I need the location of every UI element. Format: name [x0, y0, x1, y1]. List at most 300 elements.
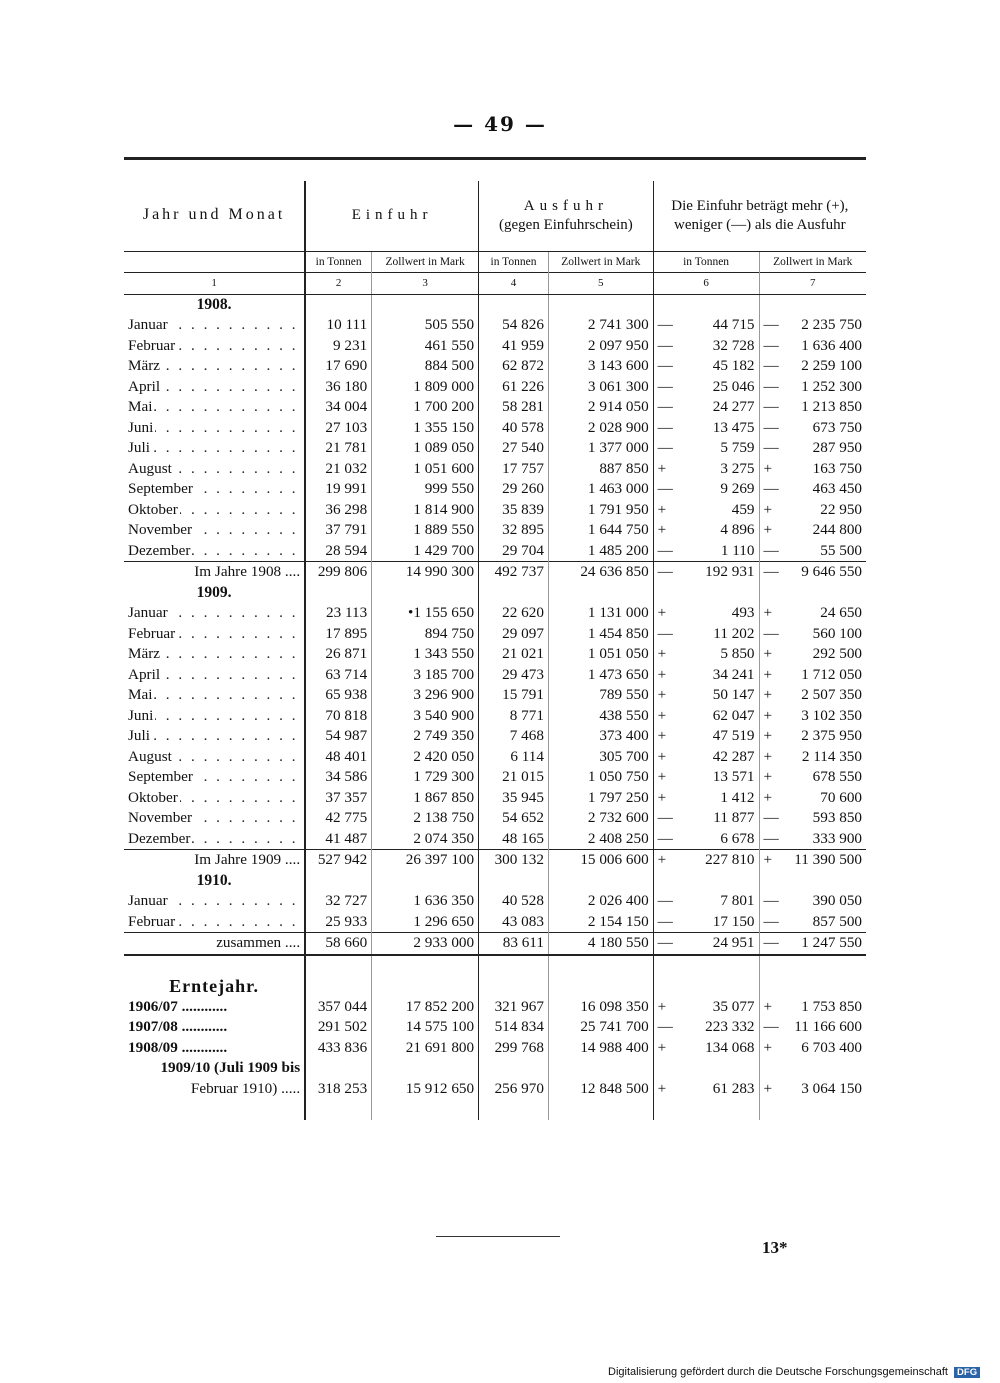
- einfuhr-zollwert: 505 550: [372, 315, 479, 336]
- einfuhr-zollwert: 3 185 700: [372, 665, 479, 686]
- difference-tonnen-value: 42 287: [712, 747, 755, 765]
- einfuhr-zollwert: 2 074 350: [372, 829, 479, 850]
- ausfuhr-tonnen: 32 895: [479, 520, 549, 541]
- difference-tonnen-sign: +: [657, 665, 667, 683]
- month-name: Januar: [128, 892, 168, 909]
- einfuhr-tonnen: 48 401: [305, 747, 372, 768]
- ausfuhr-tonnen: 15 791: [479, 685, 549, 706]
- difference-tonnen-value: 25 046: [712, 377, 755, 395]
- difference-zollwert-value: 1 753 850: [801, 997, 862, 1015]
- difference-zollwert: [759, 685, 866, 706]
- difference-zollwert-value: 593 850: [812, 809, 862, 826]
- difference-tonnen-value: 1 110: [720, 541, 755, 559]
- harvest-year-label-line1: 1909/10 (Juli 1909 bis: [160, 1059, 301, 1076]
- ausfuhr-tonnen: 7 468: [479, 726, 549, 747]
- table-row: [124, 500, 866, 521]
- empty-cell: [305, 583, 372, 604]
- empty-cell: [372, 1099, 479, 1120]
- empty-cell: [372, 976, 479, 997]
- dfg-credit-text: Digitalisierung gefördert durch die Deutsche Forschungsgemeinschaft: [608, 1366, 948, 1378]
- month-name: September: [128, 768, 193, 785]
- difference-zollwert-sign: +: [763, 997, 773, 1015]
- footer-rule: [436, 1236, 560, 1237]
- erntejahr-heading: Erntejahr.: [169, 976, 259, 996]
- ausfuhr-zollwert: 1 797 250: [548, 788, 653, 809]
- difference-zollwert-sign: +: [763, 706, 773, 724]
- difference-tonnen: [653, 747, 759, 768]
- einfuhr-tonnen: 37 357: [305, 788, 372, 809]
- difference-zollwert-sign: —: [763, 912, 779, 930]
- difference-zollwert: [759, 562, 866, 583]
- table-row: [124, 397, 866, 418]
- total-row: [124, 562, 866, 583]
- difference-zollwert-value: 1 252 300: [801, 377, 862, 395]
- ausfuhr-zollwert: 2 028 900: [548, 418, 653, 439]
- statistics-table: [124, 157, 866, 1120]
- difference-zollwert-value: 678 550: [812, 768, 862, 785]
- einfuhr-zollwert: 1 700 200: [372, 397, 479, 418]
- month-name: Dezember: [128, 541, 191, 559]
- subheader-row: [124, 251, 866, 273]
- difference-zollwert-value: 22 950: [820, 500, 862, 518]
- empty-cell: [479, 1099, 549, 1120]
- difference-zollwert-sign: —: [763, 377, 779, 395]
- difference-tonnen-value: 7 801: [720, 892, 755, 909]
- empty-cell: [305, 871, 372, 892]
- ausfuhr-zollwert: 2 154 150: [548, 912, 653, 933]
- month-label: [124, 336, 305, 357]
- difference-tonnen: [653, 336, 759, 357]
- month-name: November: [128, 809, 193, 826]
- difference-zollwert-value: 55 500: [820, 541, 862, 559]
- difference-zollwert: [759, 1017, 866, 1038]
- table-row: [124, 479, 866, 500]
- ausfuhr-zollwert: 1 791 950: [548, 500, 653, 521]
- difference-zollwert-value: 560 100: [812, 624, 862, 642]
- einfuhr-zollwert: •1 155 650: [372, 603, 479, 624]
- difference-tonnen: [653, 850, 759, 871]
- difference-zollwert-sign: —: [763, 563, 779, 580]
- ausfuhr-zollwert: 1 454 850: [548, 624, 653, 645]
- ausfuhr-tonnen: 299 768: [479, 1038, 549, 1059]
- difference-tonnen-sign: +: [657, 500, 667, 518]
- einfuhr-tonnen: 9 231: [305, 336, 372, 357]
- einfuhr-tonnen: 25 933: [305, 912, 372, 933]
- difference-zollwert-sign: —: [763, 439, 779, 456]
- difference-zollwert-value: 11 390 500: [794, 851, 862, 868]
- empty-cell: [653, 976, 759, 997]
- difference-zollwert-sign: —: [763, 1018, 779, 1035]
- einfuhr-zollwert: 1 429 700: [372, 541, 479, 562]
- difference-tonnen-sign: —: [657, 480, 673, 497]
- ausfuhr-tonnen: 492 737: [479, 562, 549, 583]
- difference-zollwert-value: 3 064 150: [801, 1079, 862, 1097]
- difference-tonnen-sign: —: [657, 357, 673, 374]
- einfuhr-zollwert: 21 691 800: [372, 1038, 479, 1059]
- difference-tonnen-value: 459: [731, 500, 755, 518]
- col-index-7: 7: [759, 273, 866, 295]
- ausfuhr-tonnen: 8 771: [479, 706, 549, 727]
- ausfuhr-tonnen: 58 281: [479, 397, 549, 418]
- einfuhr-tonnen: 41 487: [305, 829, 372, 850]
- month-name: April: [128, 665, 161, 683]
- table-row: [124, 438, 866, 459]
- einfuhr-tonnen: 70 818: [305, 706, 372, 727]
- difference-zollwert-sign: +: [763, 686, 773, 703]
- subheader-diff-tonnen: in Tonnen: [653, 251, 759, 273]
- einfuhr-tonnen: 10 111: [305, 315, 372, 336]
- empty-cell: [548, 976, 653, 997]
- difference-zollwert-value: 163 750: [812, 459, 862, 477]
- difference-tonnen: [653, 1017, 759, 1038]
- difference-zollwert-value: 463 450: [812, 480, 862, 497]
- month-name: Februar: [128, 624, 176, 642]
- difference-tonnen-value: 17 150: [712, 912, 755, 930]
- difference-zollwert: [759, 747, 866, 768]
- ausfuhr-zollwert: 2 732 600: [548, 808, 653, 829]
- month-label: [124, 500, 305, 521]
- difference-tonnen-sign: +: [657, 521, 667, 538]
- difference-tonnen-sign: —: [657, 829, 673, 847]
- empty-cell: [653, 1099, 759, 1120]
- einfuhr-tonnen: 42 775: [305, 808, 372, 829]
- ausfuhr-zollwert: 2 026 400: [548, 891, 653, 912]
- einfuhr-zollwert: 15 912 650: [372, 1058, 479, 1099]
- table-row: [124, 891, 866, 912]
- ausfuhr-tonnen: 62 872: [479, 356, 549, 377]
- table-row: [124, 520, 866, 541]
- difference-tonnen: [653, 459, 759, 480]
- difference-zollwert: [759, 336, 866, 357]
- difference-tonnen-value: 50 147: [712, 686, 755, 703]
- einfuhr-zollwert: 1 296 650: [372, 912, 479, 933]
- empty-cell: [372, 294, 479, 315]
- month-label: [124, 912, 305, 933]
- einfuhr-tonnen: 27 103: [305, 418, 372, 439]
- difference-tonnen-sign: —: [657, 439, 673, 456]
- difference-tonnen: [653, 891, 759, 912]
- ausfuhr-header: [479, 181, 654, 252]
- ausfuhr-tonnen: 40 578: [479, 418, 549, 439]
- difference-zollwert: [759, 912, 866, 933]
- difference-tonnen: [653, 603, 759, 624]
- table-row: [124, 644, 866, 665]
- ausfuhr-zollwert: 12 848 500: [548, 1058, 653, 1099]
- einfuhr-tonnen: 36 180: [305, 377, 372, 398]
- month-label: [124, 706, 305, 727]
- difference-tonnen-sign: —: [657, 563, 673, 580]
- difference-zollwert-sign: +: [763, 768, 773, 785]
- difference-tonnen-value: 34 241: [712, 665, 755, 683]
- ausfuhr-tonnen: 35 839: [479, 500, 549, 521]
- total-label: Im Jahre 1909 ....: [124, 850, 305, 871]
- table-row: [124, 912, 866, 933]
- difference-tonnen-value: 32 728: [712, 336, 755, 354]
- difference-zollwert-sign: +: [763, 521, 773, 538]
- month-name: Juni: [128, 706, 154, 724]
- einfuhr-zollwert: 2 138 750: [372, 808, 479, 829]
- difference-zollwert-sign: +: [763, 1079, 773, 1097]
- difference-zollwert: [759, 829, 866, 850]
- ausfuhr-tonnen: 29 097: [479, 624, 549, 645]
- einfuhr-zollwert: 2 749 350: [372, 726, 479, 747]
- year-heading-row: [124, 294, 866, 315]
- column-index-row: [124, 273, 866, 295]
- ausfuhr-tonnen: 321 967: [479, 997, 549, 1018]
- difference-zollwert: [759, 603, 866, 624]
- ausfuhr-tonnen: 21 021: [479, 644, 549, 665]
- col-index-4: 4: [479, 273, 549, 295]
- ausfuhr-tonnen: 21 015: [479, 767, 549, 788]
- month-label: [124, 767, 305, 788]
- ausfuhr-zollwert: 1 463 000: [548, 479, 653, 500]
- difference-tonnen-sign: +: [657, 1079, 667, 1097]
- einfuhr-zollwert: 26 397 100: [372, 850, 479, 871]
- difference-tonnen: [653, 685, 759, 706]
- einfuhr-zollwert: 1 051 600: [372, 459, 479, 480]
- ausfuhr-tonnen: 61 226: [479, 377, 549, 398]
- difference-tonnen: [653, 356, 759, 377]
- harvest-year-label-line2: Februar 1910) .....: [190, 1079, 301, 1097]
- difference-tonnen-value: 6 678: [720, 829, 755, 847]
- difference-tonnen-value: 61 283: [712, 1079, 755, 1097]
- empty-cell: [759, 871, 866, 892]
- difference-zollwert-value: 673 750: [812, 418, 862, 436]
- einfuhr-tonnen: 433 836: [305, 1038, 372, 1059]
- empty-cell: [759, 955, 866, 977]
- difference-zollwert-sign: —: [763, 357, 779, 374]
- difference-tonnen: [653, 767, 759, 788]
- difference-tonnen-value: 192 931: [705, 563, 755, 580]
- difference-tonnen-sign: —: [657, 398, 673, 415]
- month-label: [124, 397, 305, 418]
- table-row: [124, 459, 866, 480]
- harvest-year-label: 1906/07 ............: [128, 997, 228, 1015]
- empty-cell: [548, 1099, 653, 1120]
- difference-zollwert-value: 244 800: [812, 521, 862, 538]
- difference-zollwert-value: 11 166 600: [794, 1018, 862, 1035]
- difference-zollwert-sign: —: [763, 829, 779, 847]
- empty-cell: [479, 294, 549, 315]
- month-label: [124, 603, 305, 624]
- difference-zollwert: [759, 726, 866, 747]
- einfuhr-zollwert: 1 809 000: [372, 377, 479, 398]
- difference-zollwert-sign: +: [763, 665, 773, 683]
- ausfuhr-zollwert: 1 051 050: [548, 644, 653, 665]
- page-number: — 49 —: [453, 112, 547, 136]
- empty-cell: [653, 871, 759, 892]
- difference-zollwert-sign: +: [763, 645, 773, 662]
- subheader-blank: [124, 251, 305, 273]
- ausfuhr-tonnen: 54 826: [479, 315, 549, 336]
- empty-cell: [759, 1099, 866, 1120]
- table-row: [124, 603, 866, 624]
- difference-zollwert: [759, 665, 866, 686]
- difference-tonnen-value: 11 202: [713, 624, 755, 642]
- difference-zollwert: [759, 459, 866, 480]
- year-heading: 1910.: [196, 871, 232, 889]
- einfuhr-tonnen: 17 895: [305, 624, 372, 645]
- difference-zollwert-value: 9 646 550: [801, 563, 862, 580]
- difference-zollwert-value: 1 636 400: [801, 336, 862, 354]
- difference-zollwert-sign: —: [763, 624, 779, 642]
- difference-zollwert: [759, 356, 866, 377]
- difference-tonnen-sign: +: [657, 1038, 667, 1056]
- difference-tonnen-sign: —: [657, 934, 673, 951]
- difference-zollwert: [759, 767, 866, 788]
- difference-tonnen-value: 227 810: [705, 851, 755, 868]
- difference-tonnen-value: 44 715: [712, 316, 755, 333]
- ausfuhr-zollwert: 373 400: [548, 726, 653, 747]
- empty-cell: [548, 583, 653, 604]
- table-row: [124, 997, 866, 1018]
- einfuhr-tonnen: 28 594: [305, 541, 372, 562]
- einfuhr-tonnen: 299 806: [305, 562, 372, 583]
- ausfuhr-zollwert: 16 098 350: [548, 997, 653, 1018]
- difference-zollwert-sign: +: [763, 1038, 773, 1056]
- month-name: August: [128, 459, 172, 477]
- difference-tonnen: [653, 1058, 759, 1099]
- header-row: [124, 181, 866, 252]
- einfuhr-zollwert: 2 420 050: [372, 747, 479, 768]
- difference-tonnen-value: 11 877: [713, 809, 755, 826]
- col-index-6: 6: [653, 273, 759, 295]
- month-name: Juli: [128, 727, 150, 744]
- difference-zollwert-value: 333 900: [812, 829, 862, 847]
- ausfuhr-zollwert: 789 550: [548, 685, 653, 706]
- difference-zollwert-sign: —: [763, 892, 779, 909]
- einfuhr-zollwert: 1 889 550: [372, 520, 479, 541]
- empty-cell: [548, 294, 653, 315]
- year-heading: 1909.: [196, 583, 232, 601]
- ausfuhr-tonnen: 300 132: [479, 850, 549, 871]
- subheader-aus-zollwert: Zollwert in Mark: [548, 251, 653, 273]
- ausfuhr-zollwert: 1 377 000: [548, 438, 653, 459]
- einfuhr-zollwert: 1 343 550: [372, 644, 479, 665]
- difference-zollwert-sign: —: [763, 398, 779, 415]
- difference-tonnen-value: 134 068: [705, 1038, 755, 1056]
- difference-tonnen-value: 9 269: [720, 480, 755, 497]
- table-row: [124, 747, 866, 768]
- difference-tonnen-value: 24 277: [712, 398, 755, 415]
- difference-tonnen-sign: +: [657, 645, 667, 662]
- month-name: Januar: [128, 316, 168, 333]
- difference-tonnen: [653, 418, 759, 439]
- ausfuhr-zollwert: 1 131 000: [548, 603, 653, 624]
- difference-zollwert: [759, 1038, 866, 1059]
- empty-cell: [479, 955, 549, 977]
- difference-tonnen-sign: —: [657, 1018, 673, 1035]
- difference-tonnen-sign: +: [657, 747, 667, 765]
- difference-tonnen: [653, 624, 759, 645]
- difference-zollwert-sign: +: [763, 604, 773, 621]
- ausfuhr-tonnen: 22 620: [479, 603, 549, 624]
- difference-zollwert-value: 2 259 100: [801, 357, 862, 374]
- einfuhr-tonnen: 37 791: [305, 520, 372, 541]
- col1-header: Jahr und Monat: [142, 206, 286, 224]
- einfuhr-zollwert: 1 729 300: [372, 767, 479, 788]
- col-index-2: 2: [305, 273, 372, 295]
- difference-zollwert: [759, 788, 866, 809]
- empty-cell: [759, 294, 866, 315]
- difference-zollwert-value: 2 507 350: [801, 686, 862, 703]
- difference-zollwert-value: 1 712 050: [801, 665, 862, 683]
- ausfuhr-zollwert: 2 741 300: [548, 315, 653, 336]
- difference-tonnen-sign: —: [657, 418, 673, 436]
- einfuhr-tonnen: 65 938: [305, 685, 372, 706]
- dfg-credit: [608, 1366, 980, 1378]
- difference-tonnen-sign: +: [657, 727, 667, 744]
- difference-tonnen-value: 13 475: [712, 418, 755, 436]
- difference-zollwert-sign: +: [763, 788, 773, 806]
- ausfuhr-zollwert: 305 700: [548, 747, 653, 768]
- difference-tonnen-sign: —: [657, 809, 673, 826]
- col-index-5: 5: [548, 273, 653, 295]
- difference-tonnen: [653, 808, 759, 829]
- difference-tonnen-sign: +: [657, 604, 667, 621]
- ausfuhr-tonnen: 48 165: [479, 829, 549, 850]
- total-label: Im Jahre 1908 ....: [124, 562, 305, 583]
- month-label: [124, 891, 305, 912]
- empty-cell: [479, 976, 549, 997]
- difference-tonnen-sign: —: [657, 541, 673, 559]
- ausfuhr-tonnen: 514 834: [479, 1017, 549, 1038]
- difference-tonnen-value: 24 951: [712, 934, 755, 951]
- month-name: März: [128, 645, 161, 662]
- subheader-ein-tonnen: in Tonnen: [305, 251, 372, 273]
- difference-tonnen-sign: —: [657, 624, 673, 642]
- einfuhr-tonnen: 318 253: [305, 1058, 372, 1099]
- month-label: [124, 377, 305, 398]
- einfuhr-zollwert: 1 867 850: [372, 788, 479, 809]
- ausfuhr-zollwert: 24 636 850: [548, 562, 653, 583]
- einfuhr-zollwert: 1 814 900: [372, 500, 479, 521]
- difference-tonnen-value: 493: [731, 604, 755, 621]
- ausfuhr-tonnen: 54 652: [479, 808, 549, 829]
- difference-tonnen-sign: +: [657, 997, 667, 1015]
- separator-cell: [124, 955, 305, 977]
- einfuhr-zollwert: 14 990 300: [372, 562, 479, 583]
- top-rule: [124, 159, 866, 181]
- empty-cell: [548, 955, 653, 977]
- difference-zollwert: [759, 377, 866, 398]
- difference-tonnen-value: 62 047: [712, 706, 755, 724]
- month-name: Januar: [128, 604, 168, 621]
- leader-dots: [128, 726, 294, 747]
- total-row: [124, 933, 866, 955]
- difference-zollwert: [759, 808, 866, 829]
- einfuhr-zollwert: 999 550: [372, 479, 479, 500]
- leader-dots: [128, 438, 294, 459]
- difference-zollwert-sign: +: [763, 727, 773, 744]
- einfuhr-zollwert: 3 296 900: [372, 685, 479, 706]
- ausfuhr-tonnen: 41 959: [479, 336, 549, 357]
- difference-zollwert: [759, 438, 866, 459]
- difference-tonnen-sign: +: [657, 768, 667, 785]
- einfuhr-zollwert: 1 636 350: [372, 891, 479, 912]
- separator-row: [124, 955, 866, 977]
- einfuhr-zollwert: 3 540 900: [372, 706, 479, 727]
- year-heading-row: [124, 871, 866, 892]
- subheader-aus-tonnen: in Tonnen: [479, 251, 549, 273]
- table-row: [124, 336, 866, 357]
- difference-tonnen: [653, 438, 759, 459]
- empty-cell: [479, 583, 549, 604]
- difference-tonnen-value: 5 850: [720, 645, 755, 662]
- difference-zollwert: [759, 520, 866, 541]
- difference-zollwert: [759, 624, 866, 645]
- difference-tonnen: [653, 315, 759, 336]
